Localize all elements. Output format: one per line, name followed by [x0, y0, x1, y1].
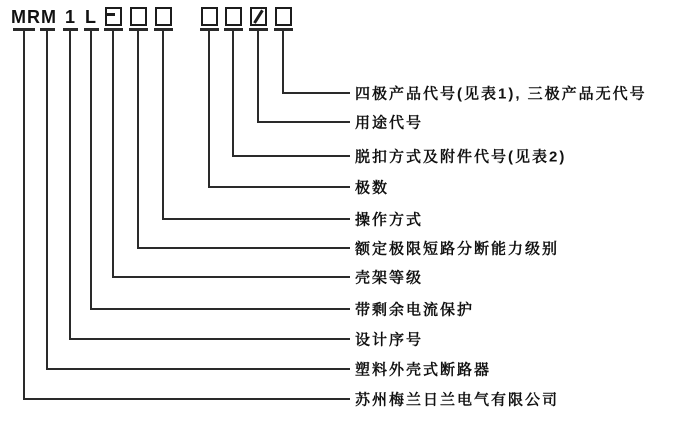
- code-segment-manufacturer: MR: [11, 7, 41, 27]
- connector-line: [208, 30, 210, 188]
- connector-line: [137, 30, 139, 249]
- code-box-application: [250, 7, 267, 26]
- connector-line: [23, 398, 350, 400]
- legend-design-series: 设计序号: [355, 331, 424, 349]
- connector-line: [90, 308, 350, 310]
- connector-line: [46, 30, 48, 370]
- code-box-breaking-capacity: [130, 7, 147, 26]
- connector-line: [112, 30, 114, 278]
- connector-line: [257, 121, 350, 123]
- connector-line: [162, 30, 164, 220]
- legend-residual-current: 带剩余电流保护: [355, 301, 475, 319]
- connector-line: [69, 30, 71, 340]
- code-box-trip-mode: [225, 7, 242, 26]
- code-box-frame-size: [105, 7, 122, 26]
- connector-line: [23, 30, 25, 400]
- legend-breaking-capacity: 额定极限短路分断能力级别: [355, 240, 560, 258]
- code-box-operation-mode: [155, 7, 172, 26]
- code-segment-breaker-type: M: [41, 7, 57, 27]
- connector-line: [232, 155, 350, 157]
- legend-trip-mode: 脱扣方式及附件代号(见表2): [355, 148, 567, 166]
- legend-breaker-type: 塑料外壳式断路器: [355, 361, 492, 379]
- slash-mark-icon: [253, 9, 263, 23]
- connector-line: [90, 30, 92, 310]
- legend-application-code: 用途代号: [355, 114, 424, 132]
- legend-manufacturer: 苏州梅兰日兰电气有限公司: [355, 391, 560, 409]
- connector-line: [112, 276, 350, 278]
- connector-line: [46, 368, 350, 370]
- code-box-pole-number: [201, 7, 218, 26]
- connector-line: [282, 30, 284, 94]
- connector-line: [69, 338, 350, 340]
- legend-operation-mode: 操作方式: [355, 211, 424, 229]
- code-box-four-pole-code: [275, 7, 292, 26]
- legend-pole-number: 极数: [355, 179, 390, 197]
- connector-line: [257, 30, 259, 123]
- dash-mark-icon: [105, 13, 115, 16]
- connector-line: [208, 186, 350, 188]
- connector-line: [137, 247, 350, 249]
- legend-frame-size: 壳架等级: [355, 269, 424, 287]
- connector-line: [282, 92, 350, 94]
- connector-line: [232, 30, 234, 157]
- code-segment-residual-current: L: [85, 7, 97, 27]
- connector-line: [162, 218, 350, 220]
- legend-four-pole-code: 四极产品代号(见表1), 三极产品无代号: [355, 85, 647, 103]
- code-segment-design-series: 1: [65, 7, 77, 27]
